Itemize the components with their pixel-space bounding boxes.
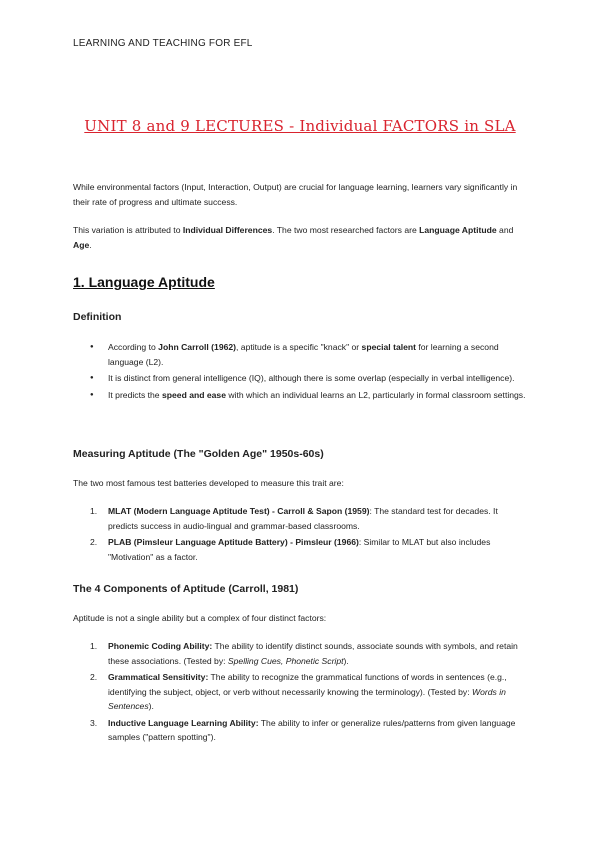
measuring-intro: The two most famous test batteries developed to measure this trait are:	[73, 478, 344, 488]
subheading-measuring-aptitude: Measuring Aptitude (The "Golden Age" 1950s-60s)	[73, 448, 324, 460]
definition-list	[90, 340, 530, 404]
list-item: 1. Phonemic Coding Ability: The ability to identify distinct sounds, associate sounds with symbols, and retain these associations. (Tested by: Spelling Cues, Phonetic Script).	[90, 641, 518, 666]
subheading-components: The 4 Components of Aptitude (Carroll, 1981)	[73, 583, 299, 595]
list-item: ● According to John Carroll (1962), aptitude is a specific "knack" or special talent for learning a second language (L2).	[90, 340, 530, 369]
list-item: 3. Inductive Language Learning Ability: The ability to infer or generalize rules/patterns from given language samples ("pattern spotting").	[90, 717, 516, 742]
intro-text-2f: Age	[73, 240, 90, 250]
section-heading-language-aptitude: 1. Language Aptitude	[73, 274, 215, 290]
subheading-definition: Definition	[73, 311, 122, 323]
intro-text-1: While environmental factors (Input, Interaction, Output) are crucial for language learning, learners vary significantly in their rate of progress and ultimate success.	[73, 182, 518, 207]
components-list	[90, 639, 530, 747]
intro-paragraph-1	[73, 180, 533, 210]
list-item: ● It is distinct from general intelligence (IQ), although there is some overlap (especially in verbal intelligence).	[90, 371, 530, 386]
components-intro: Aptitude is not a single ability but a complex of four distinct factors:	[73, 613, 327, 623]
intro-paragraph-2	[73, 223, 533, 253]
intro-text-2c: . The two most researched factors are	[272, 225, 420, 235]
intro-text-2b: Individual Differences	[182, 225, 273, 235]
list-item: 2. PLAB (Pimsleur Language Aptitude Battery) - Pimsleur (1966): Similar to MLAT but also includes "Motivation" as a factor.	[90, 537, 491, 562]
page-header: LEARNING AND TEACHING FOR EFL	[73, 38, 253, 49]
list-item: 1. MLAT (Modern Language Aptitude Test) - Carroll & Sapon (1959): The standard test for decades. It predicts success in audio-lingual and grammar-based classrooms.	[90, 506, 498, 531]
measuring-list	[90, 504, 530, 566]
intro-text-2d: Language Aptitude	[419, 225, 497, 235]
intro-text-2a: This variation is attributed to	[73, 225, 183, 235]
document-title: UNIT 8 and 9 LECTURES - Individual FACTORS in SLA	[84, 117, 516, 135]
list-item: 2. Grammatical Sensitivity: The ability to recognize the grammatical functions of words in sentences (e.g., identifying the subject, object, or verb without necessarily knowing the terminology). (Tested by: Words in Sentences).	[90, 672, 507, 711]
intro-text-2g: .	[89, 240, 92, 250]
intro-text-2e: and	[496, 225, 514, 235]
list-item: ● It predicts the speed and ease with which an individual learns an L2, particularly in formal classroom settings.	[90, 388, 530, 403]
